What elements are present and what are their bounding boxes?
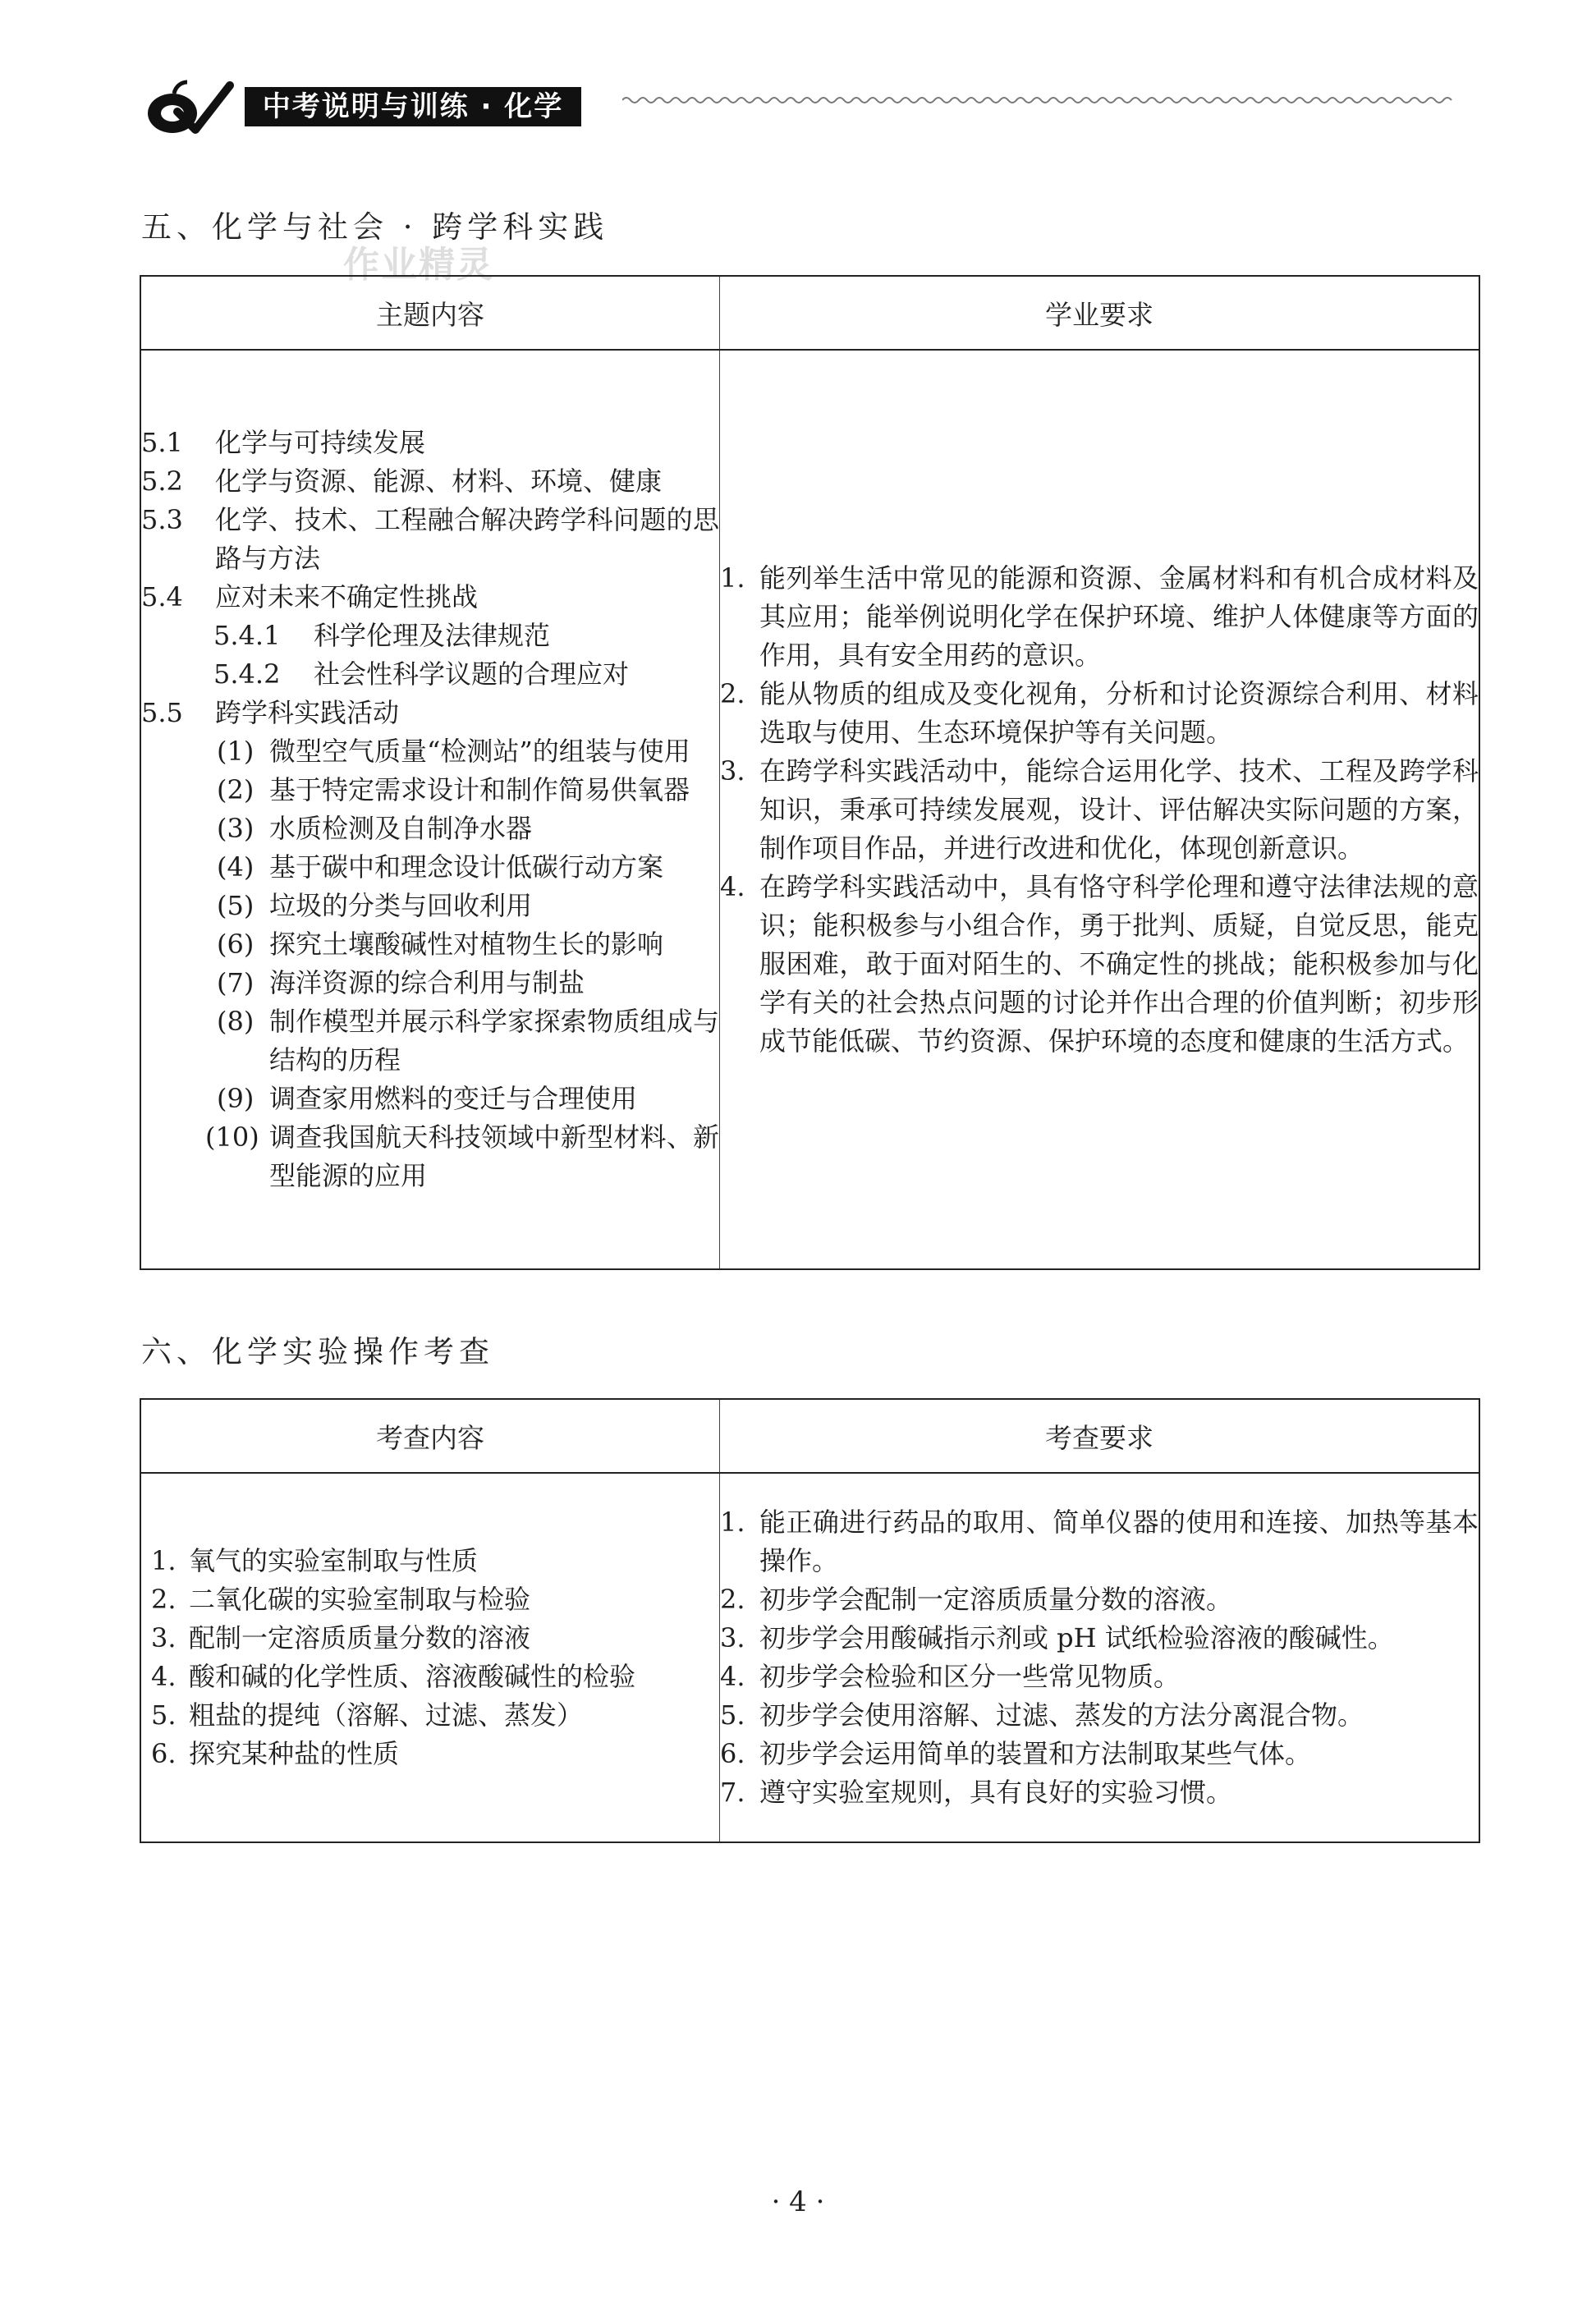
requirement-cell: [720, 1473, 1480, 1842]
topic-subitem: 5.4.2 社会性科学议题的合理应对: [213, 658, 630, 690]
requirement-item: 5. 初步学会使用溶解、过滤、蒸发的方法分离混合物。: [720, 1699, 1364, 1731]
activity-item: (1) 微型空气质量“检测站”的组装与使用: [217, 736, 690, 767]
col-header-topic: 主题内容: [140, 276, 720, 350]
activity-item: (10) 调查我国航天科技领域中新型材料、新型能源的应用: [205, 1121, 719, 1191]
col-header-requirement: 学业要求: [720, 276, 1480, 350]
topic-item: 5.4 应对未来不确定性挑战: [141, 581, 479, 612]
activity-item: (7) 海洋资源的综合利用与制盐: [217, 967, 585, 998]
page-header: [138, 71, 1484, 136]
topic-cell: [140, 350, 720, 1269]
content-cell: [140, 1473, 720, 1842]
activity-item: (8) 制作模型并展示科学家探索物质组成与结构的历程: [217, 1006, 719, 1076]
requirement-item: 6. 初步学会运用简单的装置和方法制取某些气体。: [720, 1738, 1312, 1769]
section-6-title: 六、化学实验操作考查: [141, 1334, 494, 1369]
activity-item: (2) 基于特定需求设计和制作简易供氧器: [217, 774, 690, 805]
content-item: 5. 粗盐的提纯（溶解、过滤、蒸发）: [151, 1699, 584, 1731]
requirement-item: 1. 能正确进行药品的取用、简单仪器的使用和连接、加热等基本操作。: [720, 1507, 1479, 1576]
section-6-table: [140, 1398, 1480, 1843]
col-header-requirement: 考查要求: [720, 1399, 1480, 1473]
requirement-item: 7. 遵守实验室规则，具有良好的实验习惯。: [720, 1777, 1233, 1808]
activity-item: (6) 探究土壤酸碱性对植物生长的影响: [217, 929, 664, 960]
requirement-item: 1. 能列举生活中常见的能源和资源、金属材料和有机合成材料及其应用；能举例说明化学在保护环境、维护人体健康等方面的作用，具有安全用药的意识。: [720, 562, 1479, 671]
topic-item: 5.1 化学与可持续发展: [141, 427, 426, 458]
topic-item: 5.5 跨学科实践活动: [141, 697, 400, 728]
col-header-content: 考查内容: [140, 1399, 720, 1473]
section-5-table: [140, 275, 1480, 1270]
requirement-item: 3. 在跨学科实践活动中，能综合运用化学、技术、工程及跨学科知识，秉承可持续发展观，设计、评估解决实际问题的方案，制作项目作品，并进行改进和优化，体现创新意识。: [720, 754, 1479, 864]
content-item: 6. 探究某种盐的性质: [151, 1738, 400, 1769]
requirement-item: 3. 初步学会用酸碱指示剂或 pH 试纸检验溶液的酸碱性。: [720, 1622, 1394, 1653]
requirement-item: 2. 能从物质的组成及变化视角，分析和讨论资源综合利用、材料选取与使用、生态环境保护等有关问题。: [720, 677, 1479, 748]
activity-item: (4) 基于碳中和理念设计低碳行动方案: [217, 851, 664, 883]
requirement-item: 2. 初步学会配制一定溶质质量分数的溶液。: [720, 1584, 1233, 1615]
activity-item: (5) 垃圾的分类与回收利用: [217, 890, 533, 921]
requirement-item: 4. 初步学会检验和区分一些常见物质。: [720, 1661, 1181, 1692]
content-item: 1. 氧气的实验室制取与性质: [151, 1545, 479, 1576]
content-item: 3. 配制一定溶质质量分数的溶液: [151, 1622, 531, 1653]
apple-check-logo-icon: [138, 79, 236, 136]
topic-subitem: 5.4.1 科学伦理及法律规范: [213, 620, 551, 651]
activity-item: (3) 水质检测及自制净水器: [217, 813, 533, 844]
content-item: 2. 二氧化碳的实验室制取与检验: [151, 1584, 531, 1615]
section-5-title: 五、化学与社会 · 跨学科实践: [141, 209, 609, 245]
page-number: · 4 ·: [771, 2185, 825, 2218]
header-title: 中考说明与训练 · 化学: [245, 87, 581, 126]
topic-item: 5.3 化学、技术、工程融合解决跨学科问题的思路与方法: [141, 504, 719, 574]
requirement-cell: [720, 350, 1480, 1269]
activity-item: (9) 调查家用燃料的变迁与合理使用: [217, 1083, 638, 1114]
content-item: 4. 酸和碱的化学性质、溶液酸碱性的检验: [151, 1661, 636, 1692]
header-wave-divider: [622, 92, 1484, 108]
requirement-item: 4. 在跨学科实践活动中，具有恪守科学伦理和遵守法律法规的意识；能积极参与小组合作，勇于批判、质疑，自觉反思，能克服困难，敢于面对陌生的、不确定性的挑战；能积极参加与化学有关的社会热点问题的讨论并作出合理的价值判断；初步形成节能低碳、节约资源、保护环境的态度和健康的生活方式。: [720, 870, 1479, 1057]
topic-item: 5.2 化学与资源、能源、材料、环境、健康: [141, 466, 663, 497]
watermark: 作业精灵: [343, 244, 494, 286]
